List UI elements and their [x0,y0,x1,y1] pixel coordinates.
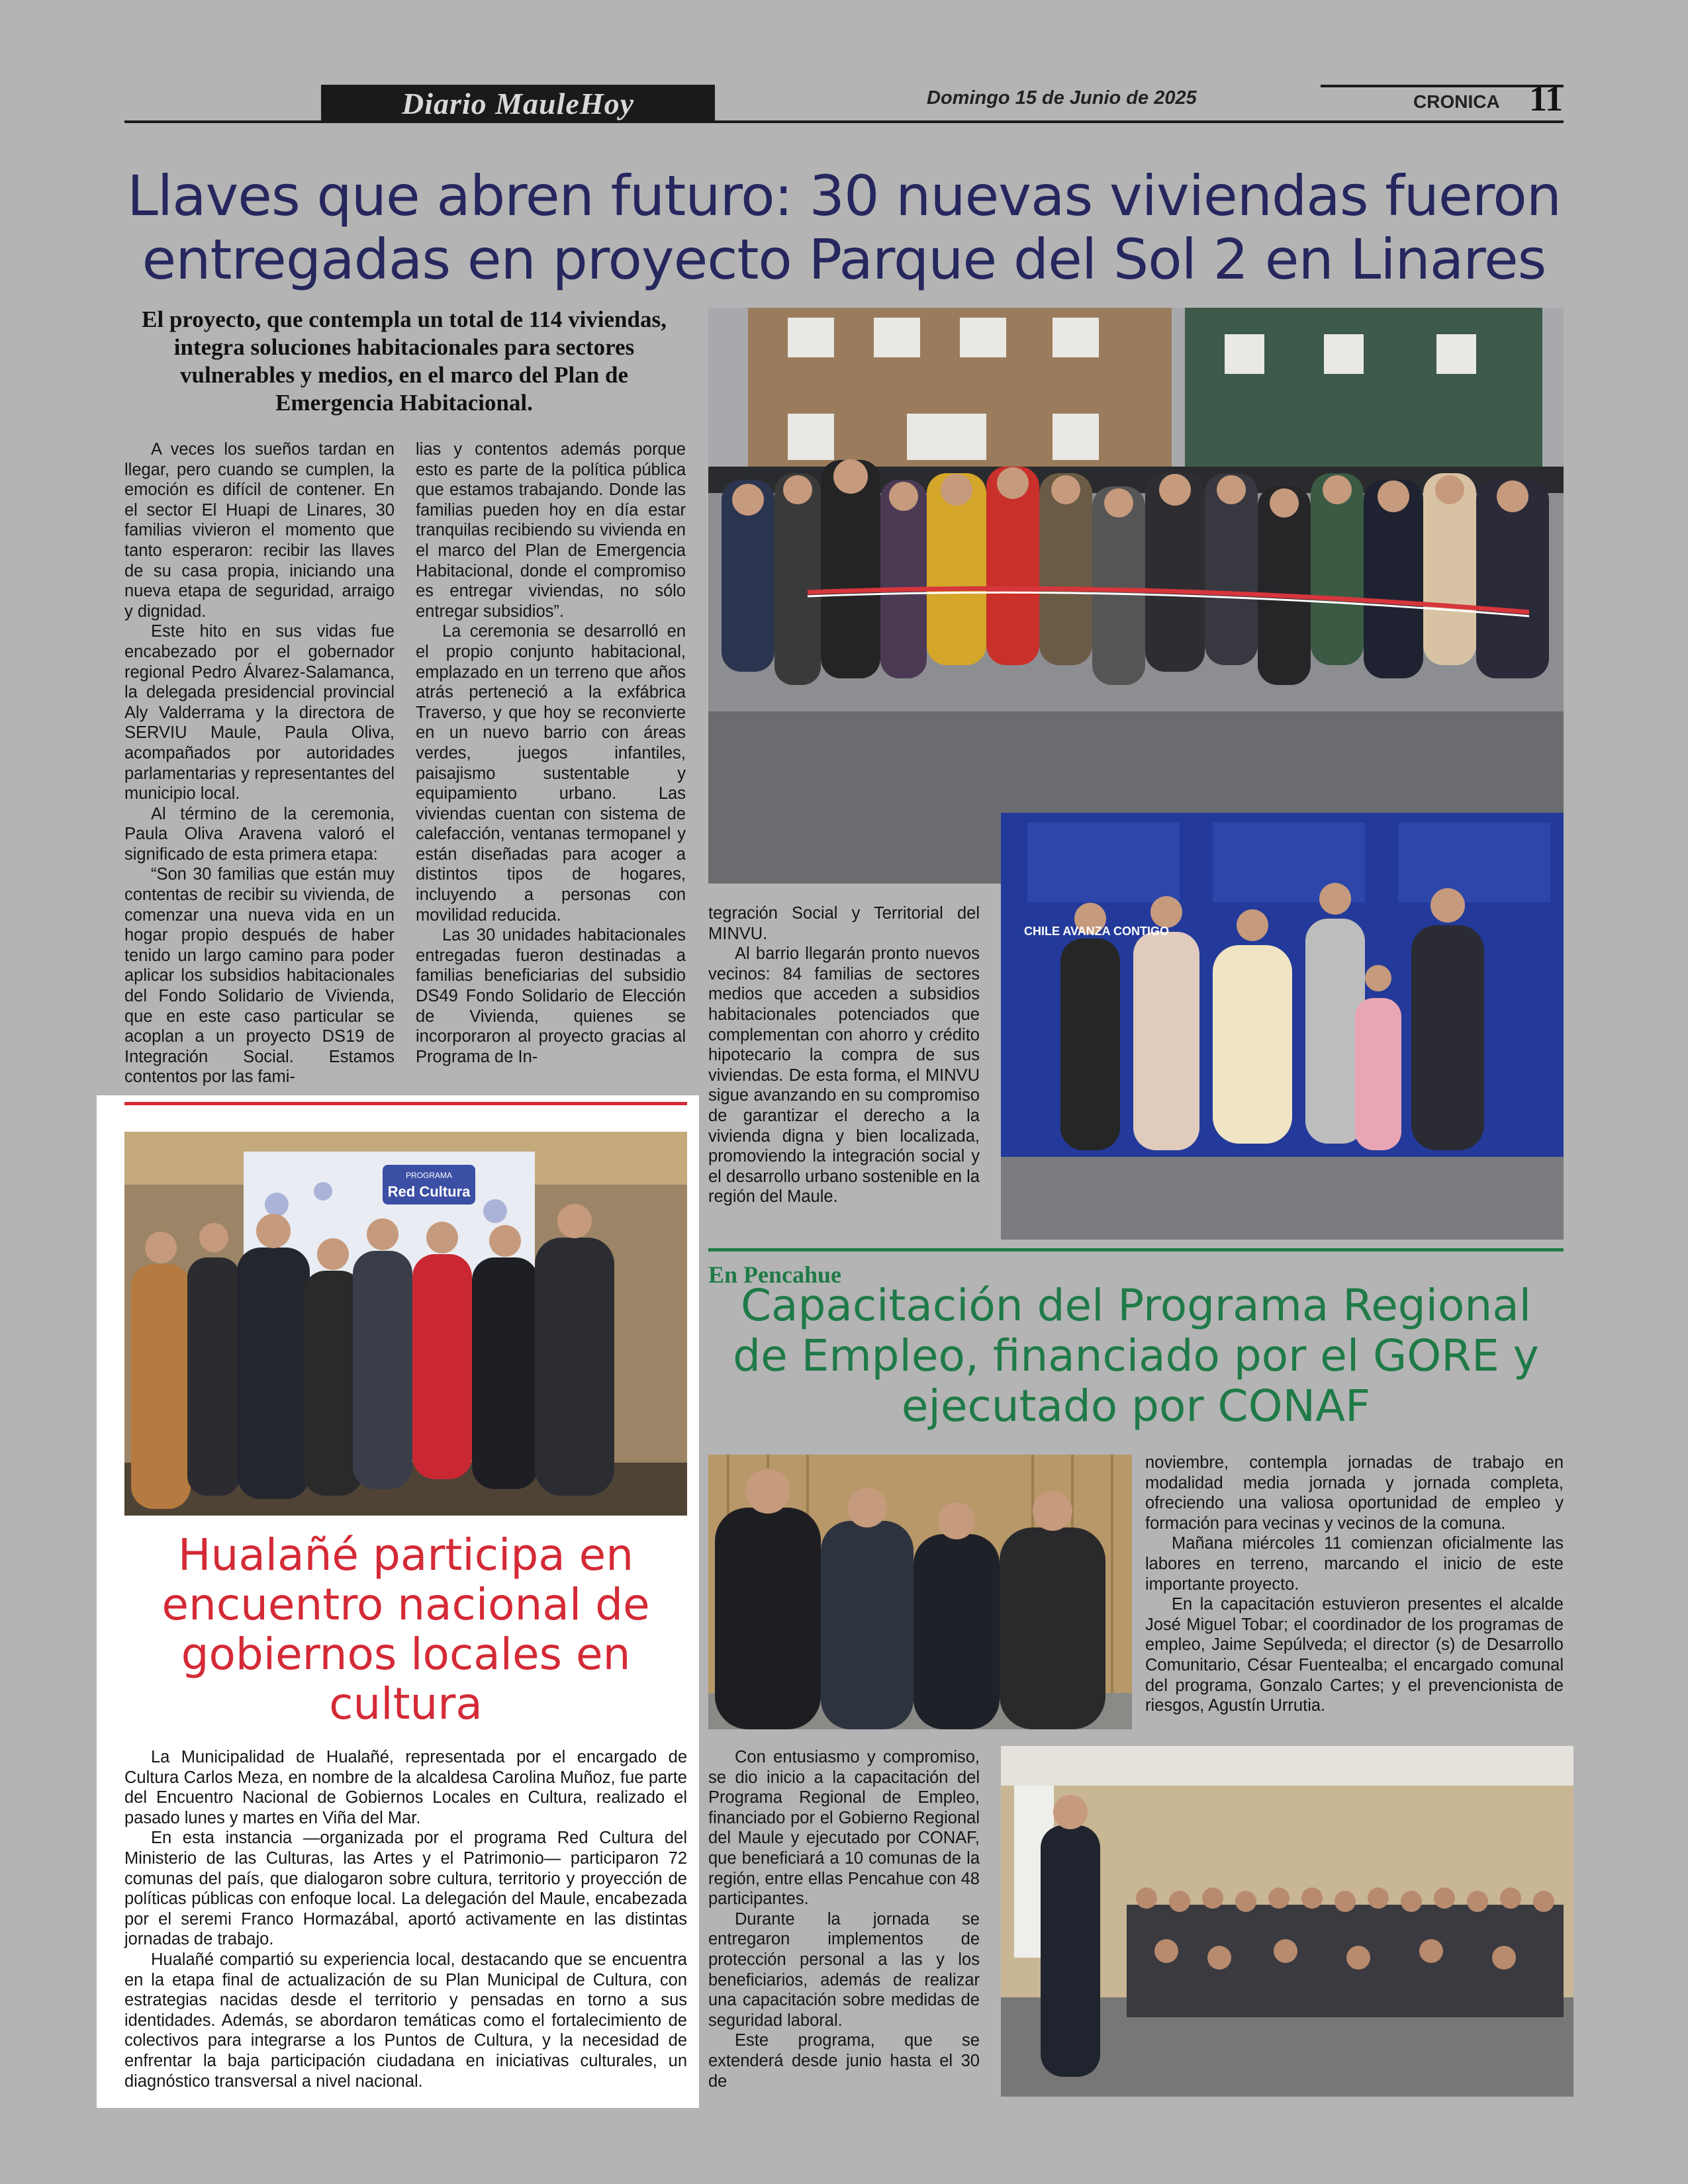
paragraph: Hualañé compartió su experiencia local, destacando que se encuentra en la etapa final de actualización de su Plan Municipal de Cultura, con estrategias nacidas desde el territorio y pensadas en torno a sus identidades. Además, se abordaron temáticas como el fortalecimiento de colectivos para integrarse a los Puntos de Cultura, y la necesidad de enfrentar la baja participación ciudadana en iniciativas culturales, un diagnóstico transversal a nivel nacional. [124,1950,687,2091]
ribbon-cutting-photo [708,308,1564,884]
article3-kicker: En Pencahue [708,1261,842,1288]
red-cultura-group-photo [124,1132,687,1516]
banner-program-label: PROGRAMA [405,1171,453,1180]
paragraph: noviembre, contempla jornadas de trabajo en modalidad media jornada y jornada completa, ofreciendo una valiosa oportunidad de empleo y formación para vecinas y vecinos de la comuna. [1145,1453,1564,1533]
paragraph: Este hito en sus vidas fue encabezado por el gobernador regional Pedro Álvarez-Salamanca, la delegada presidencial provincial Aly Valderrama y la directora de SERVIU Maule, Paula Oliva, acompañados por autoridades parlamentarias y representantes del municipio local. [124,622,395,803]
article1-deck: El proyecto, que contempla un total de 114 viviendas, integra soluciones habitacionales para sectores vulnerables y medios, en el marco del Plan de Emergencia Habitacional. [142,306,667,416]
paragraph: En esta instancia —organizada por el programa Red Cultura del Ministerio de las Culturas, las Artes y el Patrimonio— participaron 72 comunas del país, que dialogaron sobre cultura, territorio y proyección de políticas públicas con enfoque local. La delegación del Maule, encabezada por el seremi Franco Hormazábal, aportó activamente en las distintas jornadas de trabajo. [124,1829,687,1949]
paragraph: En la capacitación estuvieron presentes el alcalde José Miguel Tobar; el coordinador de los programas de empleo, Jaime Sepúlveda; el director (s) de Desarrollo Comunitario, César Fuentealba; el encargado comunal del programa, Gonzalo Cartes; y el prevencionista de riesgos, Agustín Urrutia. [1145,1595,1564,1715]
green-divider [708,1248,1564,1251]
article1-column-2 [416,439,686,1067]
paragraph: Al barrio llegarán pronto nuevos vecinos: 84 familias de sectores medios que acceden a subsidios habitacionales potenciados que complementan con ahorro y crédito hipotecario la compra de sus viviendas. De esta forma, el MINVU sigue avanzando en su compromiso de garantizar el derecho a la vivienda digna y bien localizada, promoviendo la integración social y el desarrollo urbano sostenible en la región del Maule. [708,944,980,1206]
paragraph: Mañana miércoles 11 comienzan oficialmente las labores en terreno, marcando el inicio de este importante proyecto. [1145,1534,1564,1594]
article3-column-bottom [708,1747,980,2091]
paragraph: Las 30 unidades habitacionales entregadas fueron destinadas a familias beneficiarias del subsidio DS49 Fondo Solidario de Elección de Vivienda, quienes se incorporaron al proyecto gracias al Programa de In- [416,926,686,1066]
paragraph: La Municipalidad de Hualañé, representada por el encargado de Cultura Carlos Meza, en nombre de la alcaldesa Carolina Muñoz, fue parte del Encuentro Nacional de Gobiernos Locales en Cultura, realizado el pasado lunes y martes en Viña del Mar. [124,1748,687,1827]
page-number: 11 [1529,79,1564,118]
article3-column-top [1145,1453,1564,1716]
paragraph: “Son 30 familias que están muy contentas de recibir su vivienda, de comenzar una nueva vida en un hogar propio después de haber tenido un largo camino para poder aplicar los subsidios habitacionales del Fondo Solidario de Vivienda, que en este caso particular se acoplan a un proyecto DS19 de Integración Social. Estamos contentos por las fami- [124,865,395,1087]
training-audience-photo [1001,1746,1573,2097]
paragraph: Este programa, que se extenderá desde junio hasta el 30 de [708,2031,980,2091]
paragraph: lias y contentos además porque esto es parte de la política pública que estamos trabajando. Donde las familias pueden hoy en día estar tranquilas recibiendo su vivienda en el marco del Plan de Emergencia Habitacional, donde el compromiso es entregar viviendas, no sólo entregar subsidios”. [416,440,686,621]
article3-headline: Capacitación del Programa Regional de Empleo, financiado por el GORE y ejecutado por CONAF [733,1280,1539,1432]
section-label: CRONICA [1413,91,1500,112]
paragraph: tegración Social y Territorial del MINVU. [708,904,980,943]
article1-headline: Llaves que abren futuro: 30 nuevas viviendas fueron entregadas en proyecto Parque del Sol 2 en Linares [126,163,1562,292]
issue-date: Domingo 15 de Junio de 2025 [927,87,1197,109]
paragraph: A veces los sueños tardan en llegar, pero cuando se cumplen, la emoción es difícil de contener. En el sector El Huapi de Linares, 30 familias vivieron el momento que tanto esperaron: recibir las llaves de su casa propia, iniciando una nueva etapa de seguridad, arraigo y dignidad. [124,440,395,621]
backdrop-slogan: CHILE AVANZA CONTIGO [1024,925,1169,938]
paragraph: Al término de la ceremonia, Paula Oliva Aravena valoró el significado de esta primera etapa: [124,804,395,864]
article1-column-1 [124,439,395,1087]
masthead: Diario MauleHoy [321,85,715,123]
article2-headline: Hualañé participa en encuentro nacional de gobiernos locales en cultura [162,1529,650,1729]
families-keys-photo [1001,813,1564,1240]
article1-column-3 [708,903,980,1207]
paragraph: Con entusiasmo y compromiso, se dio inicio a la capacitación del Programa Regional de Empleo, financiado por el Gobierno Regional del Maule y ejecutado por CONAF, que beneficiará a 10 comunas de la región, entre ellas Pencahue con 48 participantes. [708,1748,980,1909]
banner-program-name: Red Cultura [387,1183,471,1200]
article2-body [124,1747,687,2091]
header-rule-right [1321,85,1564,87]
paragraph: La ceremonia se desarrolló en el propio conjunto habitacional, emplazado en un terreno que años atrás perteneció a la exfábrica Traverso, y que hoy se reconvierte en un nuevo barrio con áreas verdes, juegos infantiles, paisajismo sustentable y equipamiento urbano. Las viviendas cuentan con sistema de calefacción, ventanas termopanel y están diseñadas para acoger a distintos tipos de hogares, incluyendo a personas con movilidad reducida. [416,622,686,925]
paragraph: Durante la jornada se entregaron implementos de protección personal a las y los beneficiarios, además de realizar una capacitación sobre medidas de seguridad laboral. [708,1909,980,2030]
red-divider [124,1102,687,1105]
officials-photo [708,1455,1132,1729]
